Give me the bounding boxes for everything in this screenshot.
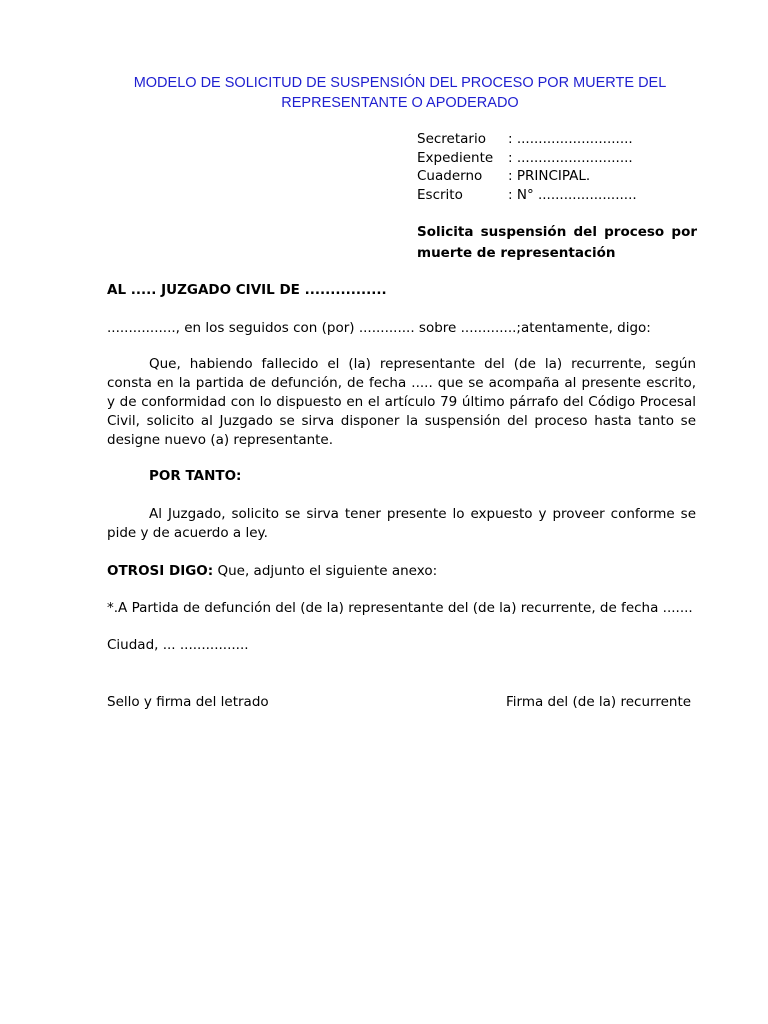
meta-label: Expediente — [417, 149, 494, 166]
lawyer-signature-label: Sello y firma del letrado — [107, 694, 269, 710]
applicant-signature-label: Firma del (de la) recurrente — [506, 694, 692, 710]
meta-value: : PRINCIPAL. — [508, 168, 591, 184]
summary-line-1: Solicita suspensión del proceso por — [417, 224, 697, 240]
request-summary — [417, 222, 697, 264]
meta-label: Escrito — [417, 186, 463, 203]
title-line-2: REPRESENTANTE O APODERADO — [281, 95, 519, 111]
city-line: Ciudad, ... ................ — [107, 637, 249, 653]
meta-value: : ........................... — [508, 149, 633, 166]
addressee: AL ..... JUZGADO CIVIL DE ................ — [107, 282, 387, 298]
annex-item: *.A Partida de defunción del (de la) representante del (de la) recurrente, de fecha ....... — [107, 600, 693, 616]
meta-label: Secretario — [417, 131, 486, 147]
otrosi-label: OTROSI DIGO: — [107, 563, 214, 579]
intro-paragraph: ................, en los seguidos con (por) ............. sobre .............;atentamente, digo: — [107, 320, 651, 336]
meta-row-cuaderno — [417, 167, 637, 186]
meta-row-secretario — [417, 130, 637, 149]
meta-row-expediente — [417, 149, 637, 168]
petition-paragraph: Al Juzgado, solicito se sirva tener presente lo expuesto y proveer conforme se pide y de acuerdo a ley. — [107, 506, 696, 541]
meta-row-escrito — [417, 186, 637, 205]
body-paragraph: Que, habiendo fallecido el (la) representante del (de la) recurrente, según consta en la partida de defunción, de fecha ..... que se acompaña al presente escrito, y de conformidad con lo dispuesto en el artículo 79 último párrafo del Código Procesal Civil, solicito al Juzgado se sirva disponer la suspensión del proceso hasta tanto se designe nuevo (a) representante. — [107, 356, 696, 448]
case-metadata — [417, 130, 637, 204]
por-tanto-heading: POR TANTO: — [149, 468, 242, 484]
title-line-1: MODELO DE SOLICITUD DE SUSPENSIÓN DEL PROCESO POR MUERTE DEL — [133, 75, 667, 91]
meta-value: : ........................... — [508, 131, 633, 147]
otrosi-text: Que, adjunto el siguiente anexo: — [213, 563, 438, 579]
meta-label: Cuaderno — [417, 168, 483, 184]
otrosi-paragraph — [107, 562, 696, 581]
document-title — [100, 73, 700, 113]
summary-line-2: muerte de representación — [417, 245, 616, 261]
meta-value: : N° ....................... — [508, 186, 637, 203]
